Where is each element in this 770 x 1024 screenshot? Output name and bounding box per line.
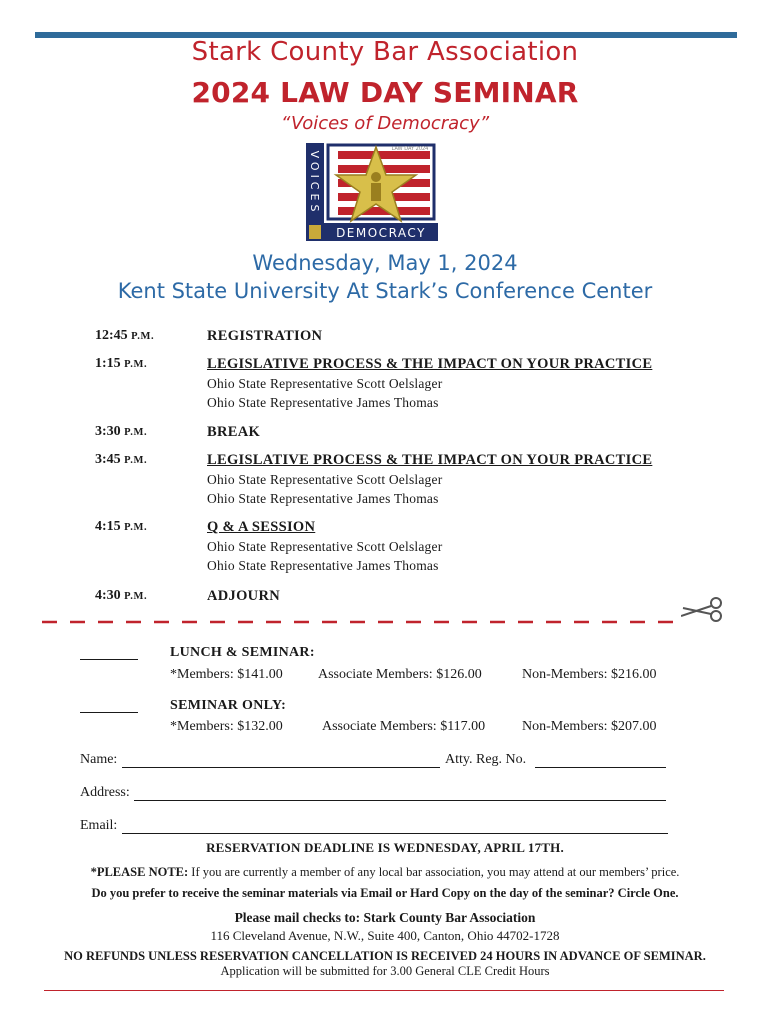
lunch-seminar-heading: LUNCH & SEMINAR:	[170, 645, 315, 660]
name-label: Name:	[80, 752, 118, 767]
schedule-time-ampm: P.M.	[124, 455, 148, 466]
please-note-label: *PLEASE NOTE:	[90, 865, 189, 879]
schedule-time	[95, 588, 147, 604]
event-venue: Kent State University At Stark’s Conference Center	[117, 279, 653, 303]
address-label: Address:	[80, 785, 130, 800]
lunch-seminar-count-blank[interactable]	[80, 658, 138, 660]
schedule-time-ampm: P.M.	[131, 331, 155, 342]
schedule-item-title: LEGISLATIVE PROCESS & THE IMPACT ON YOUR PRACTICE	[207, 356, 653, 372]
scissors-icon	[681, 594, 725, 624]
event-date: Wednesday, May 1, 2024	[252, 251, 518, 275]
schedule-time-ampm: P.M.	[124, 591, 148, 602]
lunch-seminar-nonmember-price: Non-Members: $216.00	[522, 667, 657, 682]
schedule-speaker: Ohio State Representative James Thomas	[207, 395, 439, 410]
figure-head-icon	[371, 172, 381, 182]
figure-body-icon	[371, 183, 381, 201]
schedule-item-title: REGISTRATION	[207, 328, 323, 344]
schedule-time	[95, 424, 147, 440]
mailing-address: 116 Cleveland Avenue, N.W., Suite 400, Canton, Ohio 44702-1728	[210, 928, 560, 943]
schedule-time	[95, 328, 154, 344]
schedule-speaker: Ohio State Representative Scott Oelslager	[207, 472, 443, 487]
schedule-item	[207, 424, 260, 444]
atty-reg-label: Atty. Reg. No.	[445, 752, 527, 767]
schedule-speaker: Ohio State Representative Scott Oelslager	[207, 376, 443, 391]
seminar-theme: “Voices of Democracy”	[280, 113, 490, 134]
schedule-item	[207, 356, 652, 414]
email-field[interactable]	[122, 832, 668, 834]
schedule-item-title: ADJOURN	[207, 588, 280, 604]
logo-corner-text: LAW DAY 2024	[391, 146, 429, 152]
schedule-item	[207, 588, 280, 608]
seminar-only-associate-price: Associate Members: $117.00	[322, 719, 486, 734]
logo-small-star-box	[309, 225, 321, 239]
seminar-only-heading: SEMINAR ONLY:	[170, 698, 287, 713]
schedule-item	[207, 328, 322, 348]
schedule-time-value: 3:30	[95, 424, 121, 439]
schedule-time-value: 12:45	[95, 328, 128, 343]
lunch-seminar-associate-price: Associate Members: $126.00	[318, 667, 482, 682]
schedule-speaker: Ohio State Representative James Thomas	[207, 558, 439, 573]
schedule-item	[207, 519, 442, 577]
seminar-only-count-blank[interactable]	[80, 711, 138, 713]
address-field[interactable]	[134, 799, 666, 801]
schedule-speaker: Ohio State Representative James Thomas	[207, 491, 439, 506]
schedule-item-title: LEGISLATIVE PROCESS & THE IMPACT ON YOUR PRACTICE	[207, 452, 653, 468]
schedule-item-title: Q & A SESSION	[207, 519, 316, 535]
seminar-only-members-price: *Members: $132.00	[170, 719, 283, 734]
schedule-item	[207, 452, 652, 510]
voices-of-democracy-logo	[306, 143, 438, 241]
schedule-time-value: 1:15	[95, 356, 121, 371]
cle-credit-note: Application will be submitted for 3.00 General CLE Credit Hours	[220, 964, 550, 978]
please-note	[0, 865, 770, 880]
schedule-time	[95, 356, 147, 372]
reservation-deadline: RESERVATION DEADLINE IS WEDNESDAY, APRIL 17TH.	[206, 840, 564, 855]
please-note-text: If you are currently a member of any local bar association, you may attend at our members’ price.	[188, 865, 680, 879]
schedule-time-ampm: P.M.	[124, 359, 148, 370]
schedule-time-value: 4:15	[95, 519, 121, 534]
lunch-seminar-members-price: *Members: $141.00	[170, 667, 283, 682]
email-label: Email:	[80, 818, 118, 833]
seminar-title: 2024 LAW DAY SEMINAR	[191, 76, 579, 109]
name-field[interactable]	[122, 766, 440, 768]
schedule-item-title: BREAK	[207, 424, 261, 440]
logo-side-text: VOICES	[308, 150, 321, 216]
schedule-time-value: 3:45	[95, 452, 121, 467]
cut-line	[42, 612, 682, 632]
bottom-rule	[44, 990, 724, 991]
atty-reg-field[interactable]	[535, 766, 666, 768]
schedule-speaker: Ohio State Representative Scott Oelslager	[207, 539, 443, 554]
schedule-time-ampm: P.M.	[124, 522, 148, 533]
refund-policy: NO REFUNDS UNLESS RESERVATION CANCELLATION IS RECEIVED 24 HOURS IN ADVANCE OF SEMINAR.	[64, 949, 706, 963]
materials-question: Do you prefer to receive the seminar materials via Email or Hard Copy on the day of the seminar? Circle One.	[91, 886, 679, 900]
schedule-time	[95, 519, 147, 535]
schedule-time	[95, 452, 147, 468]
logo-band-text: DEMOCRACY	[336, 226, 426, 240]
mail-checks-line: Please mail checks to: Stark County Bar Association	[234, 910, 536, 925]
schedule-time-value: 4:30	[95, 588, 121, 603]
organization-name: Stark County Bar Association	[191, 37, 579, 67]
schedule-time-ampm: P.M.	[124, 427, 148, 438]
seminar-only-nonmember-price: Non-Members: $207.00	[522, 719, 657, 734]
